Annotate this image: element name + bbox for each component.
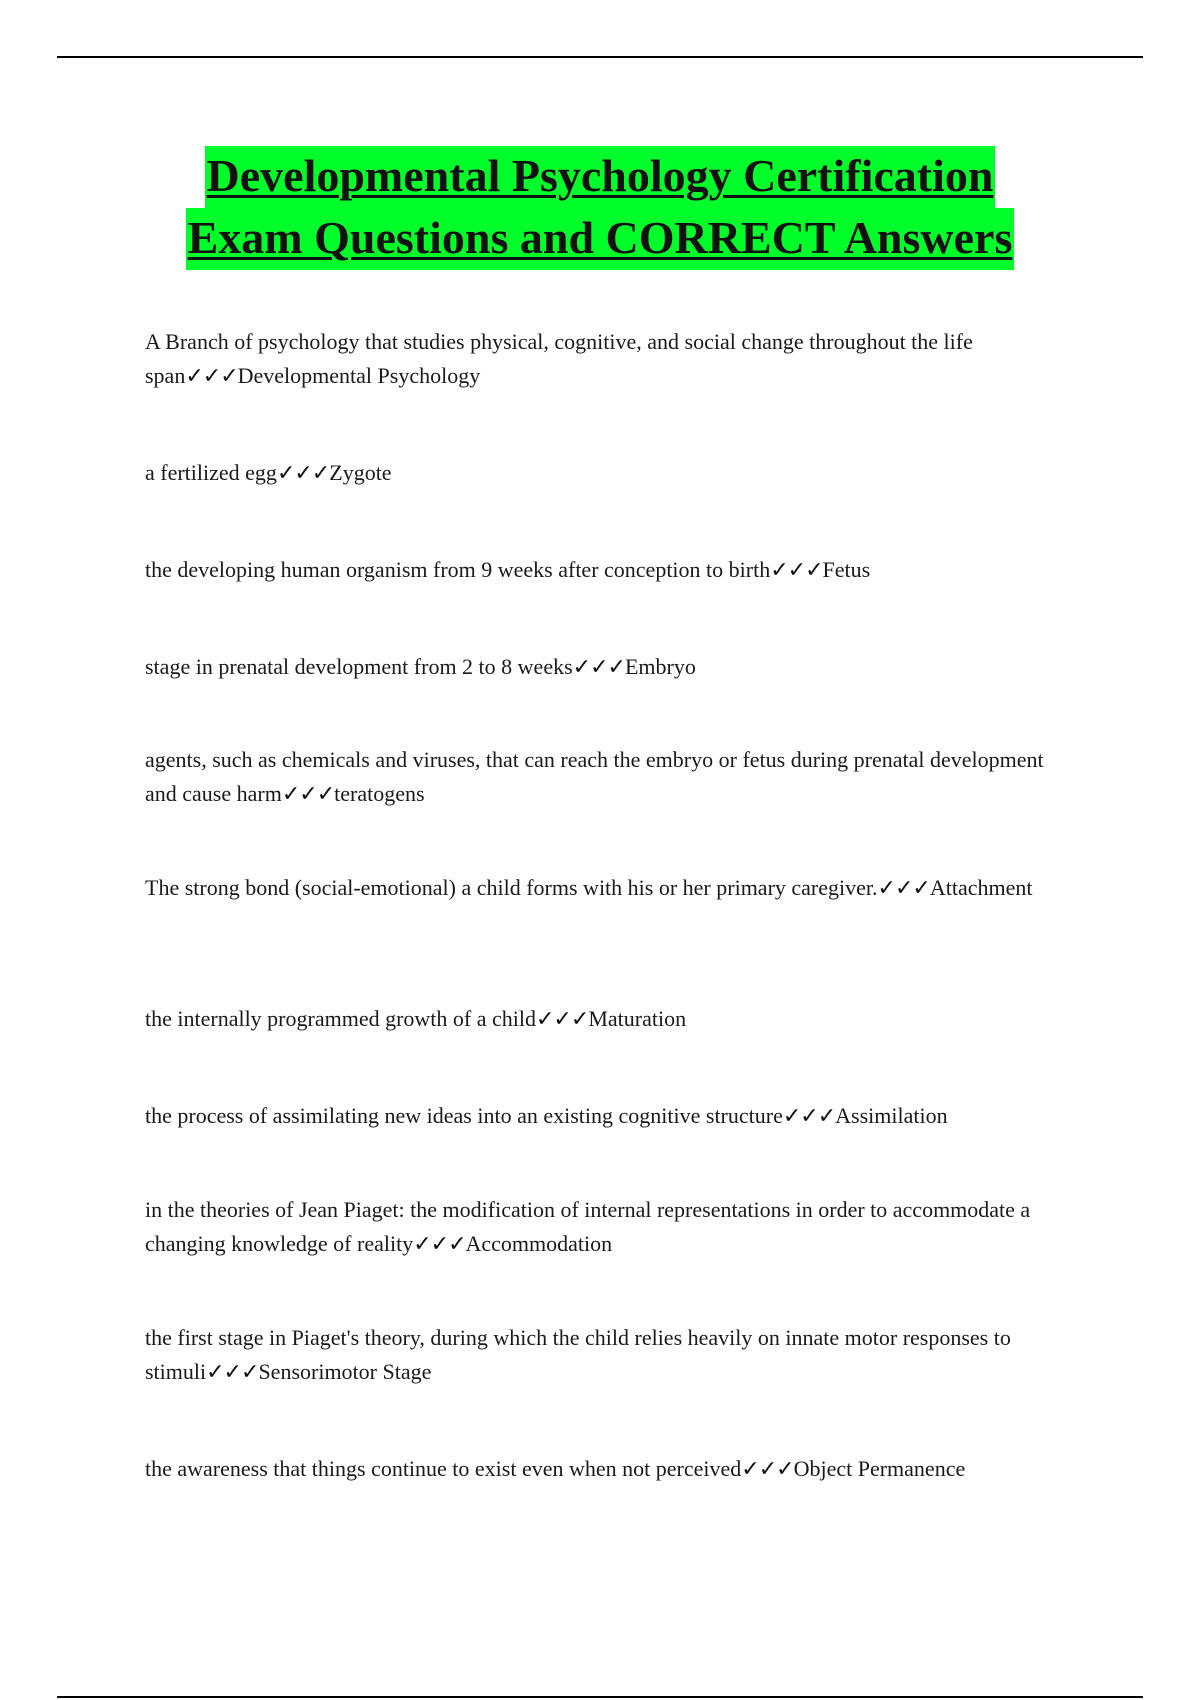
question-text: the developing human organism from 9 weeks after conception to birth [145,557,771,582]
check-marks-icon: ✓✓✓ [782,1104,836,1129]
question-text: A Branch of psychology that studies physical, cognitive, and social change throughout the life span [145,329,973,388]
bottom-rule [57,1696,1143,1698]
question-text: agents, such as chemicals and viruses, that can reach the embryo or fetus during prenatal development and cause harm [145,747,1044,806]
question-text: in the theories of Jean Piaget: the modification of internal representations in order to accommodate a changing knowledge of reality [145,1197,1031,1256]
document-title [0,146,1200,270]
check-marks-icon: ✓✓✓ [413,1232,466,1257]
qa-item [145,1452,1065,1487]
qa-item [145,1321,1065,1390]
check-marks-icon: ✓✓✓ [281,782,335,807]
answer-text: teratogens [334,781,425,806]
question-text: The strong bond (social-emotional) a child forms with his or her primary caregiver. [145,875,878,900]
top-rule [57,56,1143,58]
qa-item [145,650,1065,685]
check-marks-icon: ✓✓✓ [877,876,930,901]
check-marks-icon: ✓✓✓ [276,461,330,486]
qa-item [145,871,1065,906]
check-marks-icon: ✓✓✓ [741,1457,794,1482]
qa-item [145,1193,1065,1262]
question-text: the internally programmed growth of a child [145,1006,536,1031]
qa-item [145,456,1065,491]
title-line-2: Exam Questions and CORRECT Answers [186,208,1015,270]
check-marks-icon: ✓✓✓ [206,1360,259,1385]
qa-item [145,1099,1065,1134]
answer-text: Embryo [624,654,696,679]
qa-item [145,553,1065,588]
question-text: the first stage in Piaget's theory, during which the child relies heavily on innate motor responses to stimuli [145,1325,1011,1384]
qa-item [145,1002,1065,1037]
question-text: the process of assimilating new ideas into an existing cognitive structure [145,1103,783,1128]
answer-text: Sensorimotor Stage [258,1359,432,1384]
answer-text: Object Permanence [793,1456,966,1481]
answer-text: Accommodation [465,1231,613,1256]
answer-text: Developmental Psychology [237,363,481,388]
check-marks-icon: ✓✓✓ [770,558,823,583]
answer-text: Maturation [588,1006,687,1031]
check-marks-icon: ✓✓✓ [536,1007,589,1032]
check-marks-icon: ✓✓✓ [185,364,238,389]
answer-text: Attachment [929,875,1033,900]
answer-text: Assimilation [835,1103,948,1128]
question-text: stage in prenatal development from 2 to 8 weeks [145,654,573,679]
question-text: a fertilized egg [145,460,277,485]
qa-item [145,325,1065,394]
qa-item [145,743,1065,812]
answer-text: Zygote [329,460,392,485]
question-text: the awareness that things continue to exist even when not perceived [145,1456,742,1481]
check-marks-icon: ✓✓✓ [572,655,625,680]
title-line-1: Developmental Psychology Certification [205,146,996,208]
answer-text: Fetus [822,557,871,582]
